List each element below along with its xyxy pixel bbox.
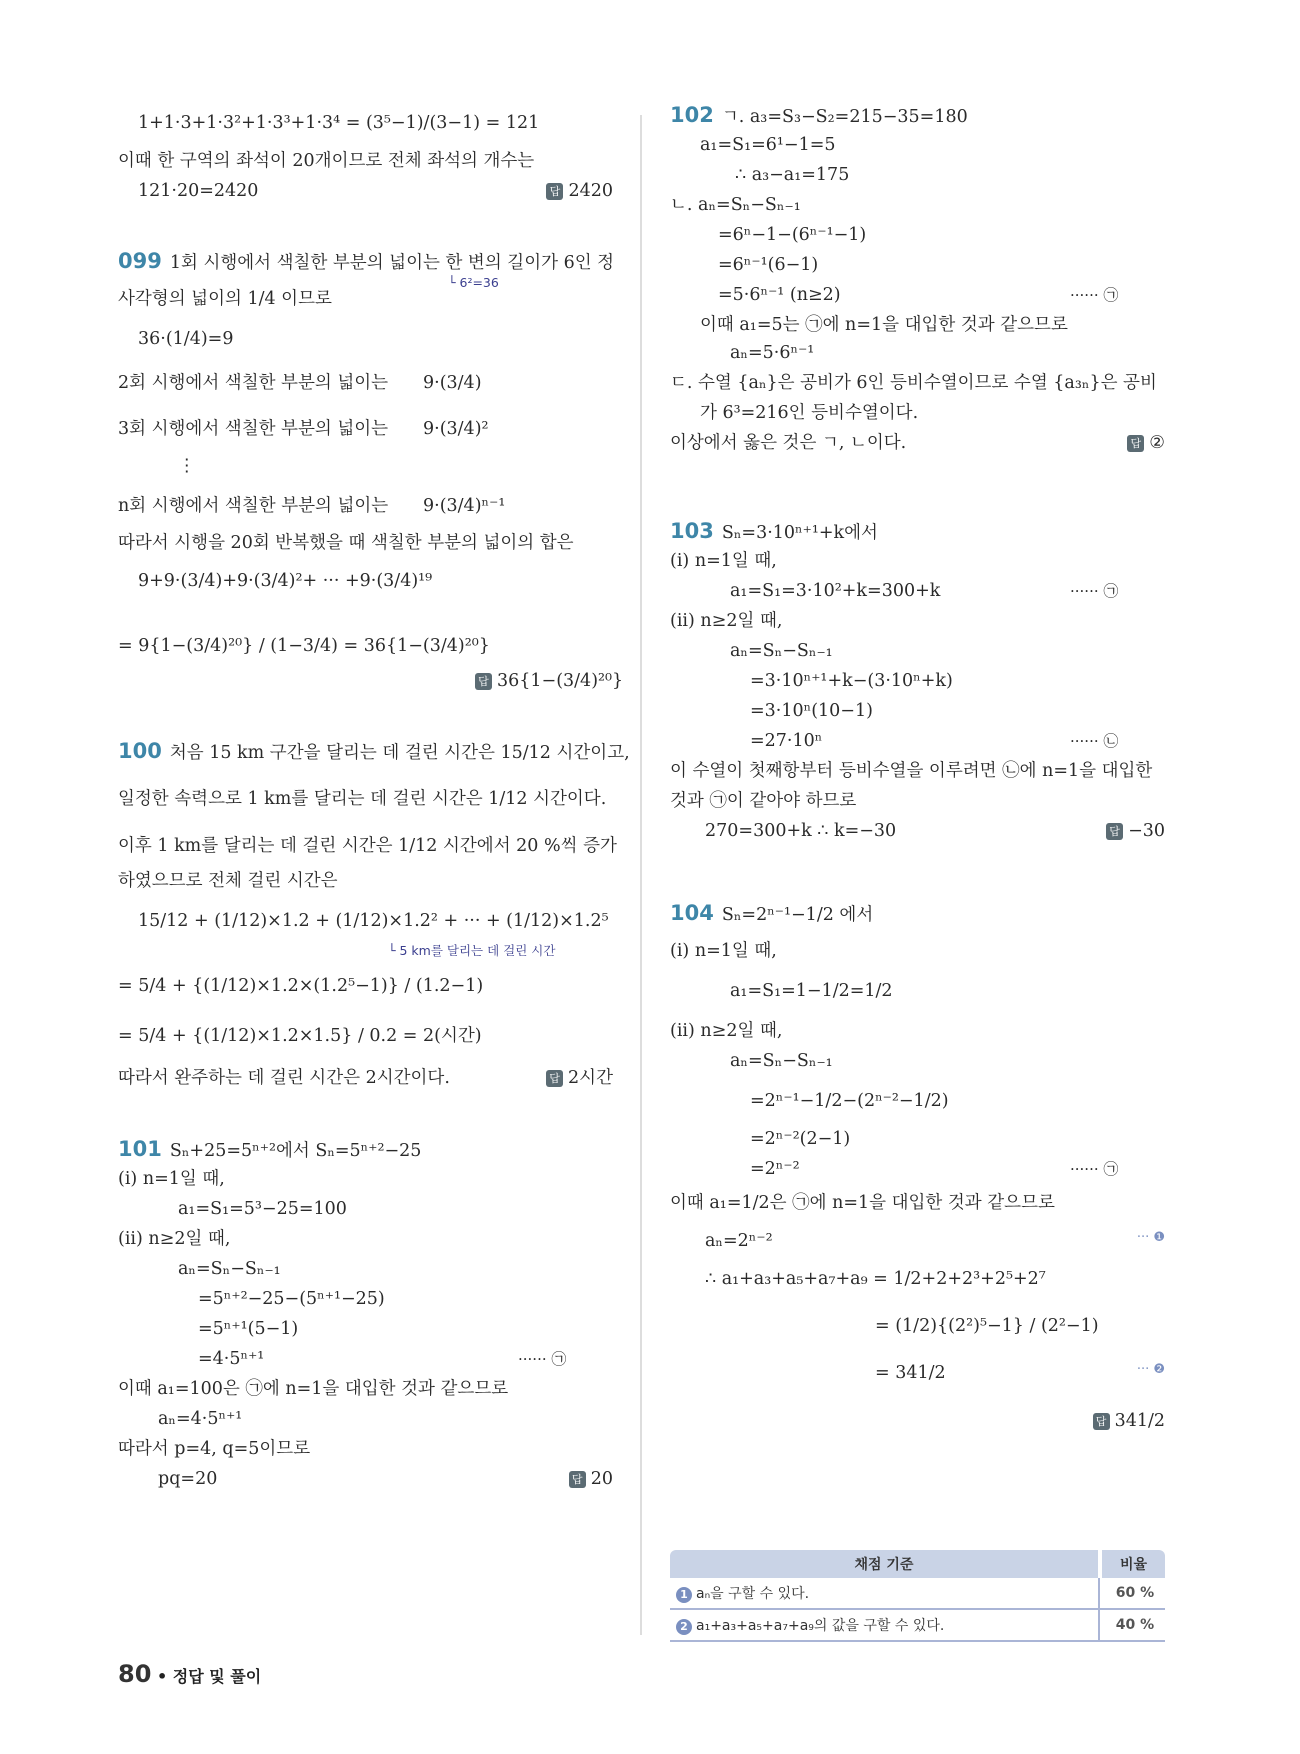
text-line: 2회 시행에서 색칠한 부분의 넓이는 [118,373,389,393]
ratio-cell: 40 % [1098,1610,1165,1642]
text-line: 일정한 속력으로 1 km를 달리는 데 걸린 시간은 1/12 시간이다. [118,789,607,809]
answer-value: −30 [1128,821,1165,841]
step-marker-2: ··· ❷ [1136,1362,1165,1377]
problem-number: 101 [118,1137,162,1161]
math-line: = 5/4 + {(1/12)×1.2×1.5} / 0.2 = 2(시간) [118,1026,482,1046]
math-line: =5·6ⁿ⁻¹ (n≥2) [718,285,841,305]
text-line: 이상에서 옳은 것은 ㄱ, ㄴ이다. [670,433,907,453]
text-line: 따라서 p=4, q=5이므로 [118,1439,311,1459]
column-divider [640,115,642,1635]
answer-badge-icon: 답 [546,183,563,200]
math-line: 15/12 + (1/12)×1.2 + (1/12)×1.2² + ··· + (1/12)×1.2⁵ [138,911,609,931]
criterion-cell [670,1578,1098,1610]
math-line: a₁=S₁=5³−25=100 [178,1199,347,1219]
answer-value: 2420 [568,181,613,201]
text-line: 이때 a₁=100은 ㉠에 n=1을 대입한 것과 같으므로 [118,1379,509,1399]
answer-badge-icon: 답 [1093,1413,1110,1430]
answer [1093,1410,1165,1432]
answer-value: 2시간 [568,1068,613,1088]
answer [546,180,613,202]
math-line: = 5/4 + {(1/12)×1.2×(1.2⁵−1)} / (1.2−1) [118,976,484,996]
math-line: ∴ a₃−a₁=175 [735,165,850,185]
math-line: = (1/2){(2²)⁵−1} / (2²−1) [875,1316,1099,1336]
text-line: 사각형의 넓이의 1/4 이므로 [118,289,332,309]
text-line: 이때 a₁=1/2은 ㉠에 n=1을 대입한 것과 같으므로 [670,1193,1055,1213]
problem-number: 099 [118,249,162,273]
case-label: (ii) n≥2일 때, [118,1229,231,1249]
math-line: =6ⁿ−1−(6ⁿ⁻¹−1) [718,225,867,245]
math-line: aₙ=4·5ⁿ⁺¹ [158,1409,243,1429]
case-label: (i) n=1일 때, [118,1169,225,1189]
problem-102 [670,104,968,128]
math-line: aₙ=Sₙ−Sₙ₋₁ [178,1259,281,1279]
math-line: =5ⁿ⁺²−25−(5ⁿ⁺¹−25) [198,1289,385,1309]
text-line: 하였으므로 전체 걸린 시간은 [118,871,338,891]
header-ratio: 비율 [1098,1550,1165,1578]
text-line: 따라서 시행을 20회 반복했을 때 색칠한 부분의 넓이의 합은 [118,533,574,553]
equation-marker: ······ ㉠ [1070,1160,1119,1178]
problem-number: 102 [670,103,714,127]
answer [1106,820,1165,842]
equation-marker: ······ ㉠ [518,1350,567,1368]
text-line: 이후 1 km를 달리는 데 걸린 시간은 1/12 시간에서 20 %씩 증가 [118,836,617,856]
answer-value: 20 [590,1469,613,1489]
math-line: Sₙ=3·10ⁿ⁺¹+k에서 [721,523,878,543]
text-line: ㄷ. 수열 {aₙ}은 공비가 6인 등비수열이므로 수열 {a₃ₙ}은 공비 [670,373,1157,393]
criterion-text: a₁+a₃+a₅+a₇+a₉의 값을 구할 수 있다. [696,1618,945,1634]
equation-marker: ······ ㉡ [1070,732,1119,750]
answer-badge-icon: 답 [569,1471,586,1488]
math-line: aₙ=Sₙ−Sₙ₋₁ [730,641,833,661]
case-label: (ii) n≥2일 때, [670,611,783,631]
math-line: =4·5ⁿ⁺¹ [198,1349,265,1369]
math-line: =5ⁿ⁺¹(5−1) [198,1319,299,1339]
math-line: aₙ=Sₙ−Sₙ₋₁ [730,1051,833,1071]
math-line: =3·10ⁿ(10−1) [750,701,873,721]
math-line: ㄴ. aₙ=Sₙ−Sₙ₋₁ [670,195,801,215]
text-line: 처음 15 km 구간을 달리는 데 걸린 시간은 15/12 시간이고, [169,743,630,763]
criterion-text: aₙ을 구할 수 있다. [696,1586,810,1602]
problem-099 [118,250,614,274]
math-line: Sₙ+25=5ⁿ⁺²에서 Sₙ=5ⁿ⁺²−25 [169,1141,422,1161]
math-line: ∴ a₁+a₃+a₅+a₇+a₉ = 1/2+2+2³+2⁵+2⁷ [705,1269,1046,1289]
text-line: 이때 한 구역의 좌석이 20개이므로 전체 좌석의 개수는 [118,151,535,171]
text-line: 따라서 완주하는 데 걸린 시간은 2시간이다. [118,1068,450,1088]
problem-103 [670,520,878,544]
math-line: 1+1·3+1·3²+1·3³+1·3⁴ = (3⁵−1)/(3−1) = 121 [138,113,540,133]
answer-value: 341/2 [1114,1411,1165,1431]
vertical-dots: ⋮ [178,456,196,476]
table-header-row [670,1550,1165,1578]
answer-badge-icon: 답 [1106,823,1123,840]
page-footer [118,1660,261,1688]
math-line: a₁=S₁=3·10²+k=300+k [730,581,941,601]
scoring-rubric-table [670,1550,1165,1642]
annotation: └ 5 km를 달리는 데 걸린 시간 [388,943,556,958]
text-line: 1회 시행에서 색칠한 부분의 넓이는 한 변의 길이가 6인 정 [169,253,615,273]
math-line: 9+9·(3/4)+9·(3/4)²+ ··· +9·(3/4)¹⁹ [138,571,433,591]
math-line: = 341/2 [875,1363,946,1383]
section-label: • 정답 및 풀이 [156,1667,262,1686]
text-line: 것과 ㉠이 같아야 하므로 [670,791,857,811]
answer [1127,432,1165,454]
page-number: 80 [118,1660,152,1688]
math-line: = 9{1−(3/4)²⁰} / (1−3/4) = 36{1−(3/4)²⁰} [118,636,490,656]
math-line: a₁=S₁=6¹−1=5 [700,135,836,155]
math-line: a₁=S₁=1−1/2=1/2 [730,981,893,1001]
problem-104 [670,902,873,926]
problem-number: 103 [670,519,714,543]
answer-value: ② [1149,433,1165,453]
text-line: 3회 시행에서 색칠한 부분의 넓이는 [118,419,389,439]
answer [546,1067,613,1089]
case-label: (i) n=1일 때, [670,551,777,571]
case-label: (i) n=1일 때, [670,941,777,961]
math-line: 270=300+k ∴ k=−30 [705,821,897,841]
math-line: =2ⁿ⁻²(2−1) [750,1129,851,1149]
equation-marker: ······ ㉠ [1070,582,1119,600]
problem-100 [118,740,630,764]
ratio-cell: 60 % [1098,1578,1165,1610]
answer-badge-icon: 답 [475,673,492,690]
text-line: 이때 a₁=5는 ㉠에 n=1을 대입한 것과 같으므로 [700,315,1068,335]
answer [475,670,623,692]
math-line: =2ⁿ⁻² [750,1159,800,1179]
math-line: =27·10ⁿ [750,731,823,751]
annotation: └ 6²=36 [448,275,499,290]
table-row [670,1578,1165,1610]
math-line: 121·20=2420 [138,181,259,201]
math-line: aₙ=2ⁿ⁻² [705,1231,773,1251]
problem-number: 100 [118,739,162,763]
math-line: 36·(1/4)=9 [138,329,234,349]
answer [569,1468,613,1490]
criterion-cell [670,1610,1098,1642]
answer-value: 36{1−(3/4)²⁰} [497,671,624,691]
math-line: aₙ=5·6ⁿ⁻¹ [730,343,815,363]
math-line: 9·(3/4) [423,373,482,393]
math-line: 9·(3/4)ⁿ⁻¹ [423,496,506,516]
case-label: (ii) n≥2일 때, [670,1021,783,1041]
step-number-icon: 1 [676,1587,692,1603]
step-number-icon: 2 [676,1619,692,1635]
header-criterion: 채점 기준 [670,1550,1098,1578]
math-line: ㄱ. a₃=S₃−S₂=215−35=180 [721,107,968,127]
table-row [670,1610,1165,1642]
problem-101 [118,1138,421,1162]
math-line: pq=20 [158,1469,218,1489]
step-marker-1: ··· ❶ [1136,1230,1165,1245]
math-line: =3·10ⁿ⁺¹+k−(3·10ⁿ+k) [750,671,953,691]
text-line: 이 수열이 첫째항부터 등비수열을 이루려면 ㉡에 n=1을 대입한 [670,761,1153,781]
math-line: Sₙ=2ⁿ⁻¹−1/2 에서 [721,905,874,925]
math-line: =2ⁿ⁻¹−1/2−(2ⁿ⁻²−1/2) [750,1091,949,1111]
problem-number: 104 [670,901,714,925]
math-line: 9·(3/4)² [423,419,489,439]
answer-badge-icon: 답 [1127,435,1144,452]
math-line: =6ⁿ⁻¹(6−1) [718,255,819,275]
equation-marker: ······ ㉠ [1070,286,1119,304]
text-line: 가 6³=216인 등비수열이다. [700,403,919,423]
answer-badge-icon: 답 [546,1070,563,1087]
text-line: n회 시행에서 색칠한 부분의 넓이는 [118,496,389,516]
